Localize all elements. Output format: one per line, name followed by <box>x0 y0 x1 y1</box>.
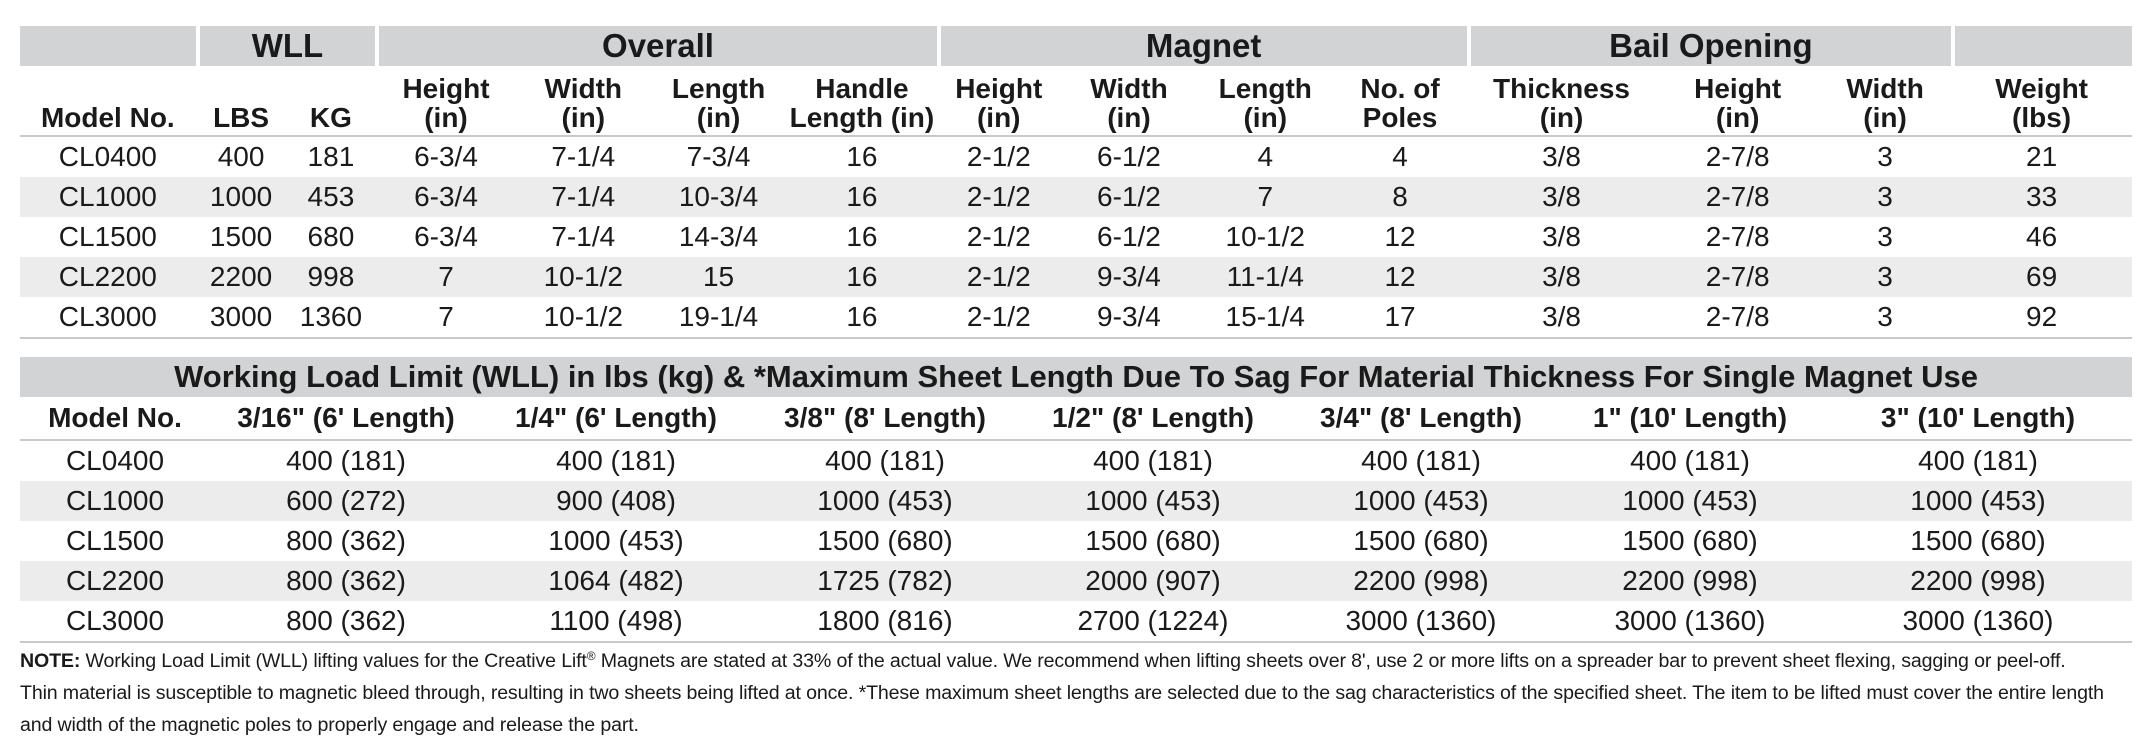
group-header-weight-blank <box>1951 26 2132 66</box>
column-header-line-1: Width <box>544 73 623 104</box>
column-header: 1/2" (8' Length) <box>1020 397 1286 441</box>
table-cell: 1800 (816) <box>750 601 1020 643</box>
column-header-line-1: No. of <box>1360 73 1440 104</box>
footnote <box>20 645 2135 741</box>
specifications-table <box>20 26 2132 339</box>
group-header-row <box>20 26 2132 66</box>
column-header-line-2: (in) <box>1107 102 1151 133</box>
table-cell: 1500 (680) <box>1622 525 1758 556</box>
column-header-line-2: Length (in) <box>789 102 935 133</box>
table-cell: 1000 (453) <box>1824 481 2132 521</box>
table-cell: 10-1/2 <box>517 297 650 339</box>
table-row <box>20 561 2132 601</box>
table-cell: 7-1/4 <box>517 177 650 217</box>
note-text-1b: Magnets are stated at 33% of the actual value. We recommend when lifting sheets over 8', use 2 or more lifts on a spreader bar to prevent sheet flexing, sagging or peel-off. <box>600 650 2066 672</box>
table-cell: 1000 (453) <box>1020 481 1286 521</box>
table-cell: 6-1/2 <box>1061 177 1197 217</box>
table-cell: 3000 (1360) <box>1556 601 1824 643</box>
column-header-line-1: Thickness <box>1493 73 1630 104</box>
model-cell: CL0400 <box>58 141 157 172</box>
column-header: 1" (10' Length) <box>1556 397 1824 441</box>
column-header-line-2: Poles <box>1362 102 1438 133</box>
table-cell: 21 <box>2026 141 2058 172</box>
footnote-line-3: and width of the magnetic poles to properly engage and release the part. <box>20 714 639 736</box>
table-cell: 69 <box>1951 257 2132 297</box>
table-cell: 2-7/8 <box>1656 297 1819 339</box>
specifications-body <box>20 137 2132 339</box>
column-header <box>20 66 196 137</box>
column-header-line-2: (in) <box>1863 102 1907 133</box>
table-cell: 1500 (680) <box>817 525 953 556</box>
column-header <box>517 66 650 137</box>
table-cell: 6-3/4 <box>414 141 478 172</box>
column-header-line-2: (in) <box>424 102 468 133</box>
column-header-line-2: (in) <box>561 102 606 133</box>
model-cell: CL0400 <box>65 445 165 476</box>
wll-title-row <box>20 357 2132 397</box>
model-cell: CL1000 <box>20 177 196 217</box>
table-cell: 15-1/4 <box>1197 297 1333 339</box>
table-row <box>20 521 2132 561</box>
column-header <box>287 66 376 137</box>
table-cell: 46 <box>2026 221 2058 252</box>
column-header-line-2: (in) <box>1715 102 1760 133</box>
column-header <box>1656 66 1819 137</box>
group-header-overall: Overall <box>375 26 936 66</box>
column-header <box>1819 66 1951 137</box>
table-cell: 1000 (453) <box>548 525 684 556</box>
table-cell: 2-1/2 <box>966 141 1031 172</box>
table-cell: 6-1/2 <box>1097 221 1161 252</box>
wll-table-title: Working Load Limit (WLL) in lbs (kg) & *Maximum Sheet Length Due To Sag For Material Thickness For Single Magnet Use <box>20 357 2132 397</box>
table-cell: 15 <box>650 257 787 297</box>
table-cell: 400 (181) <box>825 445 945 476</box>
footnote-line-1 <box>20 645 2135 677</box>
table-cell: 16 <box>787 177 936 217</box>
table-cell: 400 (181) <box>1361 445 1481 476</box>
group-header-blank <box>20 26 196 66</box>
table-cell: 600 (272) <box>210 481 482 521</box>
table-cell: 3/8 <box>1542 221 1581 252</box>
table-cell: 6-3/4 <box>375 177 516 217</box>
footnote-line-2: Thin material is susceptible to magnetic bleed through, resulting in two sheets being lifted at once. *These maximum sheet lengths are selected due to the sag characteristics of the specified sheet. The item to be lifted must cover the entire length <box>20 682 2104 704</box>
table-row <box>20 177 2132 217</box>
table-cell: 7-3/4 <box>686 141 751 172</box>
table-cell: 3000 (1360) <box>1286 601 1556 643</box>
table-cell: 3 <box>1819 257 1951 297</box>
table-cell: 1000 (453) <box>1286 481 1556 521</box>
table-cell: 998 <box>287 257 376 297</box>
table-cell: 16 <box>846 141 878 172</box>
column-header <box>196 66 287 137</box>
table-cell: 2000 (907) <box>1020 561 1286 601</box>
table-cell: 400 (181) <box>1918 445 2038 476</box>
table-cell: 2-7/8 <box>1656 257 1819 297</box>
column-header <box>1333 66 1466 137</box>
column-header: Model No. <box>20 397 210 441</box>
table-cell: 3000 <box>196 297 287 339</box>
table-row <box>20 297 2132 339</box>
column-header-line-1: Height <box>1694 73 1782 104</box>
note-text-1a: Working Load Limit (WLL) lifting values for the Creative Lift <box>85 650 587 672</box>
table-cell: 2-7/8 <box>1705 221 1770 252</box>
table-cell: 92 <box>1951 297 2132 339</box>
column-header <box>937 66 1061 137</box>
table-cell: 3000 (1360) <box>1824 601 2132 643</box>
table-cell: 2-1/2 <box>937 257 1061 297</box>
table-cell: 800 (362) <box>286 525 406 556</box>
table-cell: 1725 (782) <box>750 561 1020 601</box>
table-row <box>20 257 2132 297</box>
table-row <box>20 217 2132 257</box>
table-cell: 3/8 <box>1467 257 1657 297</box>
column-header-line-1: Handle <box>815 73 909 104</box>
table-cell: 7 <box>375 297 516 339</box>
table-cell: 16 <box>846 221 878 252</box>
table-cell: 400 <box>217 141 265 172</box>
column-header-line-1: Width <box>1846 73 1924 104</box>
table-cell: 9-3/4 <box>1061 297 1197 339</box>
table-cell: 1000 <box>196 177 287 217</box>
table-cell: 680 <box>307 221 355 252</box>
table-cell: 3 <box>1819 177 1951 217</box>
wll-column-header-row <box>20 397 2132 441</box>
table-cell: 400 (181) <box>556 445 676 476</box>
column-header: 3" (10' Length) <box>1824 397 2132 441</box>
table-cell: 2-1/2 <box>937 177 1061 217</box>
table-cell: 33 <box>1951 177 2132 217</box>
table-cell: 10-1/2 <box>517 257 650 297</box>
table-cell: 12 <box>1384 221 1416 252</box>
model-cell: CL2200 <box>20 561 210 601</box>
table-cell: 3/8 <box>1542 141 1581 172</box>
column-header-line-2: (in) <box>1539 102 1584 133</box>
column-header-line-2: (lbs) <box>2012 102 2072 133</box>
table-cell: 900 (408) <box>482 481 750 521</box>
table-cell: 3/8 <box>1467 177 1657 217</box>
table-cell: 10-3/4 <box>650 177 787 217</box>
table-cell: 1500 (680) <box>1910 525 2046 556</box>
model-cell: CL1000 <box>20 481 210 521</box>
table-cell: 2-7/8 <box>1656 177 1819 217</box>
table-cell: 9-3/4 <box>1061 257 1197 297</box>
table-cell: 8 <box>1333 177 1466 217</box>
column-header-line-2: KG <box>309 102 352 133</box>
column-header-line-2: LBS <box>213 102 270 133</box>
table-cell: 4 <box>1392 141 1408 172</box>
column-header: 1/4" (6' Length) <box>482 397 750 441</box>
note-label: NOTE: <box>20 650 81 672</box>
table-cell: 2-1/2 <box>966 221 1031 252</box>
column-header-line-2: (in) <box>696 102 741 133</box>
table-row <box>20 137 2132 177</box>
group-header-bail-opening: Bail Opening <box>1467 26 1952 66</box>
table-row <box>20 441 2132 481</box>
column-header-line-2: Model No. <box>40 102 175 133</box>
table-cell: 7 <box>1197 177 1333 217</box>
table-row <box>20 601 2132 643</box>
table-cell: 7-1/4 <box>551 141 616 172</box>
column-header-line-1: Height <box>955 73 1043 104</box>
column-header-line-2: (in) <box>976 102 1021 133</box>
table-cell: 6-1/2 <box>1097 141 1161 172</box>
table-cell: 6-3/4 <box>414 221 478 252</box>
column-header <box>1061 66 1197 137</box>
table-cell: 2200 (998) <box>1556 561 1824 601</box>
group-header-magnet: Magnet <box>937 26 1467 66</box>
table-cell: 1000 (453) <box>1556 481 1824 521</box>
table-cell: 11-1/4 <box>1197 257 1333 297</box>
table-cell: 17 <box>1333 297 1466 339</box>
group-header-wll: WLL <box>196 26 376 66</box>
table-cell: 800 (362) <box>210 561 482 601</box>
table-cell: 2-7/8 <box>1705 141 1770 172</box>
table-cell: 2200 (998) <box>1824 561 2132 601</box>
table-cell: 1500 (680) <box>1353 525 1489 556</box>
column-header <box>1467 66 1657 137</box>
model-cell: CL1500 <box>58 221 157 252</box>
model-cell: CL1500 <box>65 525 165 556</box>
table-row <box>20 481 2132 521</box>
table-cell: 400 (181) <box>1630 445 1750 476</box>
table-cell: 3/8 <box>1467 297 1657 339</box>
model-cell: CL3000 <box>20 601 210 643</box>
table-cell: 16 <box>787 257 936 297</box>
column-header-line-1: Length <box>1218 73 1312 104</box>
table-cell: 2700 (1224) <box>1020 601 1286 643</box>
table-cell: 7 <box>375 257 516 297</box>
spec-tables <box>20 26 2132 643</box>
table-cell: 14-3/4 <box>678 221 759 252</box>
table-cell: 2200 (998) <box>1286 561 1556 601</box>
table-cell: 3 <box>1819 297 1951 339</box>
column-header: 3/16" (6' Length) <box>210 397 482 441</box>
table-cell: 12 <box>1333 257 1466 297</box>
column-header <box>1197 66 1333 137</box>
table-cell: 3 <box>1877 221 1893 252</box>
table-cell: 7-1/4 <box>551 221 616 252</box>
table-cell: 1100 (498) <box>482 601 750 643</box>
table-cell: 2200 <box>196 257 287 297</box>
wll-thickness-table <box>20 357 2132 643</box>
table-cell: 181 <box>307 141 355 172</box>
column-header-line-1: Length <box>671 73 766 104</box>
table-cell: 1064 (482) <box>482 561 750 601</box>
column-header-line-1: Width <box>1090 73 1168 104</box>
table-cell: 2-1/2 <box>937 297 1061 339</box>
model-cell: CL3000 <box>20 297 196 339</box>
table-cell: 4 <box>1257 141 1274 172</box>
table-cell: 800 (362) <box>210 601 482 643</box>
table-cell: 453 <box>287 177 376 217</box>
column-header: 3/8" (8' Length) <box>750 397 1020 441</box>
column-header: 3/4" (8' Length) <box>1286 397 1556 441</box>
model-cell: CL2200 <box>20 257 196 297</box>
table-cell: 400 (181) <box>1093 445 1213 476</box>
wll-table-body <box>20 441 2132 643</box>
table-cell: 1360 <box>287 297 376 339</box>
table-cell: 10-1/2 <box>1225 221 1305 252</box>
table-cell: 16 <box>787 297 936 339</box>
column-header-line-1: Weight <box>1995 73 2088 104</box>
column-header-line-1: Height <box>402 73 490 104</box>
table-cell: 400 (181) <box>286 445 406 476</box>
table-cell: 19-1/4 <box>650 297 787 339</box>
column-header <box>375 66 516 137</box>
table-cell: 1500 (680) <box>1085 525 1221 556</box>
column-header <box>1951 66 2132 137</box>
column-header-row <box>20 66 2132 137</box>
registered-mark: ® <box>586 649 596 663</box>
column-header <box>650 66 787 137</box>
table-cell: 1000 (453) <box>750 481 1020 521</box>
table-cell: 3 <box>1877 141 1893 172</box>
table-cell: 1500 <box>209 221 273 252</box>
column-header <box>787 66 936 137</box>
column-header-line-2: (in) <box>1243 102 1288 133</box>
